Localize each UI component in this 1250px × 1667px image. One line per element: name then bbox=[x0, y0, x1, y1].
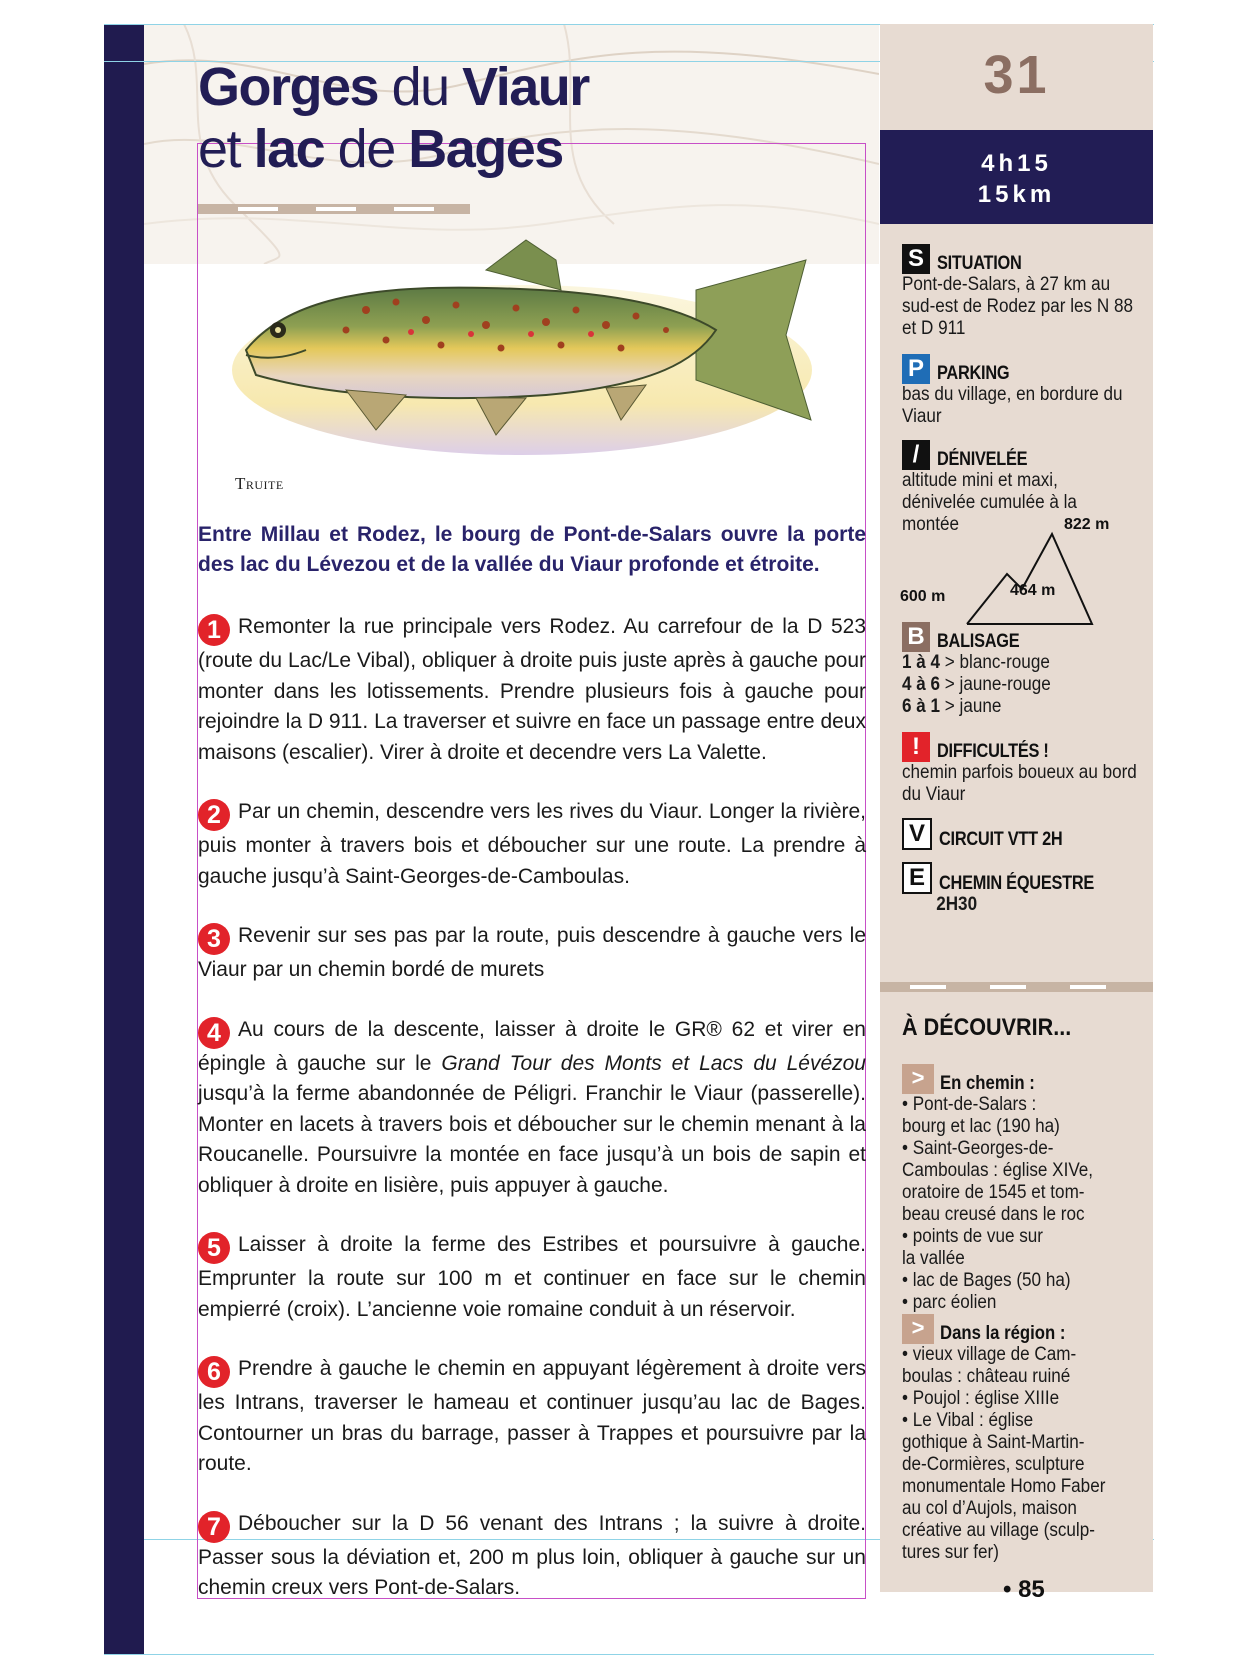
step-number-badge: 3 bbox=[198, 923, 230, 955]
step-text: Remonter la rue principale vers Rodez. Au carrefour de la D 523 (route du Lac/Le Vibal), obliquer à droite puis juste après à gauche pour monter dans les lotissements. Prendre plusieurs fois à gauche pour rejoindre la D 911. La traverser et suivre en face un passage entre deux maisons (escalier). Virer à droite et decendre vers La Valette. bbox=[198, 615, 866, 764]
list-item: tures sur fer) bbox=[902, 1542, 999, 1563]
route-step bbox=[198, 797, 866, 892]
title-word: Gorges bbox=[198, 57, 379, 117]
balisage-title: BALISAGE bbox=[937, 631, 1020, 652]
guide-line bbox=[104, 1654, 1154, 1655]
list-item: • parc éolien bbox=[902, 1292, 997, 1313]
list-item: Camboulas : église XIVe, bbox=[902, 1160, 1094, 1181]
region-label: Dans la région : bbox=[940, 1323, 1066, 1344]
vtt-block bbox=[902, 818, 1147, 850]
step-text: Prendre à gauche le chemin en appuyant légèrement à droite vers les Intrans, traverser le hameau et continuer jusqu’au lac de Bages. Contourner un bras du barrage, passer à Trappes et poursuivre par la route. bbox=[198, 1357, 866, 1475]
balisage-block bbox=[902, 622, 1147, 718]
arrow-icon: > bbox=[902, 1064, 934, 1094]
vtt-title: CIRCUIT VTT 2H bbox=[939, 829, 1063, 850]
balisage-icon: B bbox=[902, 622, 930, 652]
route-step bbox=[198, 612, 866, 768]
list-item: gothique à Saint-Martin- bbox=[902, 1432, 1085, 1453]
step-number-badge: 1 bbox=[198, 614, 230, 646]
step-number-badge: 6 bbox=[198, 1356, 230, 1388]
en-chemin-list bbox=[902, 1094, 1147, 1314]
section-divider bbox=[880, 982, 1153, 992]
illustration-caption: Truite bbox=[235, 474, 284, 493]
step-text: Laisser à droite la ferme des Estribes et poursuivre à gauche. Emprunter la route sur 100 m et continuer en face sur le chemin empierré (croix). L’ancienne voie romaine conduit à un réservoir. bbox=[198, 1233, 866, 1321]
decouvrir-title: À DÉCOUVRIR... bbox=[902, 1014, 1072, 1041]
en-chemin-label: En chemin : bbox=[940, 1073, 1035, 1094]
intro-paragraph: Entre Millau et Rodez, le bourg de Pont-de-Salars ouvre la porte des lac du Lévezou et de la vallée du Viaur profonde et étroite. bbox=[198, 523, 866, 576]
region-block bbox=[902, 1314, 1147, 1564]
title-word: Viaur bbox=[462, 57, 589, 117]
difficultes-block bbox=[902, 732, 1147, 806]
balisage-row: 4 à 6 > jaune-rouge bbox=[902, 674, 1051, 695]
route-number-panel bbox=[880, 24, 1153, 130]
duration: 4h15 bbox=[981, 150, 1052, 177]
situation-text: Pont-de-Salars, à 27 km au sud-est de Rodez par les N 88 et D 911 bbox=[902, 274, 1133, 339]
denivelee-block bbox=[902, 440, 1147, 536]
balisage-row: 6 à 1 > jaune bbox=[902, 696, 1002, 717]
step-number-badge: 2 bbox=[198, 799, 230, 831]
equestre-title: CHEMIN ÉQUESTRE bbox=[939, 873, 1095, 894]
route-step bbox=[198, 1230, 866, 1325]
elevation-max: 822 m bbox=[1064, 516, 1110, 533]
en-chemin-block bbox=[902, 1064, 1147, 1314]
distance: 15km bbox=[977, 181, 1056, 208]
list-item: bourg et lac (190 ha) bbox=[902, 1116, 1060, 1137]
route-step bbox=[198, 1015, 866, 1202]
list-item: • vieux village de Cam- bbox=[902, 1344, 1077, 1365]
step-text: jusqu’à la ferme abandonnée de Péligri. Franchir le Viaur (passerelle). Monter en lacets à travers bois et déboucher sur le chemin menant à la Roucanelle. Poursuivre la montée en face jusqu’à un bois de sapin et obliquer à droite en lisière, puis appuyer à gauche. bbox=[198, 1082, 866, 1197]
step-text: Déboucher sur la D 56 venant des Intrans ; la suivre à droite. Passer sous la déviation et, 200 m plus loin, obliquer à gauche sur un chemin creux vers Pont-de-Salars. bbox=[198, 1511, 866, 1599]
situation-icon: S bbox=[902, 244, 930, 274]
elevation-min: 600 m bbox=[900, 588, 946, 605]
duration-panel bbox=[880, 130, 1153, 224]
route-number: 31 bbox=[983, 45, 1050, 105]
list-item: • Saint-Georges-de- bbox=[902, 1138, 1054, 1159]
horse-icon: E bbox=[902, 862, 932, 894]
title-word: Bages bbox=[408, 119, 563, 179]
title-word: et bbox=[198, 119, 241, 179]
equestre-duration: 2H30 bbox=[936, 894, 978, 915]
route-steps bbox=[198, 612, 866, 1633]
list-item: • Pont-de-Salars : bbox=[902, 1094, 1037, 1115]
step-text: Revenir sur ses pas par la route, puis descendre à gauche vers le Viaur par un chemin bordé de murets bbox=[198, 924, 866, 981]
route-step bbox=[198, 921, 866, 986]
title-word: du bbox=[391, 57, 449, 117]
title-word: lac bbox=[253, 119, 325, 179]
list-item: • lac de Bages (50 ha) bbox=[902, 1270, 1071, 1291]
parking-text: bas du village, en bordure du Viaur bbox=[902, 384, 1123, 427]
list-item: • Poujol : église XIIIe bbox=[902, 1388, 1060, 1409]
bike-icon: V bbox=[902, 818, 932, 850]
list-item: boulas : château ruiné bbox=[902, 1366, 1071, 1387]
step-number-badge: 5 bbox=[198, 1232, 230, 1264]
parking-title: PARKING bbox=[937, 363, 1010, 384]
equestre-block bbox=[902, 862, 1147, 916]
left-color-band bbox=[104, 24, 144, 1654]
list-item: • points de vue sur bbox=[902, 1226, 1043, 1247]
title-word: de bbox=[337, 119, 395, 179]
elevation-cumul: 464 m bbox=[1010, 582, 1056, 599]
step-number-badge: 4 bbox=[198, 1017, 230, 1049]
elevation-profile bbox=[900, 516, 1132, 634]
step-text: Au cours de la descente, laisser à droite le GR® 62 et virer en épingle à gauche sur le bbox=[198, 1017, 866, 1075]
elevation-icon: / bbox=[902, 440, 930, 470]
page-title bbox=[198, 56, 838, 180]
difficultes-title: DIFFICULTÉS ! bbox=[937, 741, 1049, 762]
parking-block bbox=[902, 354, 1147, 428]
arrow-icon: > bbox=[902, 1314, 934, 1344]
trout-illustration bbox=[226, 230, 818, 470]
warning-icon: ! bbox=[902, 732, 930, 762]
list-item: • Le Vibal : église bbox=[902, 1410, 1034, 1431]
step-number-badge: 7 bbox=[198, 1511, 230, 1543]
denivelee-text: altitude mini et maxi, dénivelée cumulée à la montée bbox=[902, 470, 1077, 535]
list-item: monumentale Homo Faber bbox=[902, 1476, 1106, 1497]
list-item: oratoire de 1545 et tom- bbox=[902, 1182, 1085, 1203]
balisage-row: 1 à 4 > blanc-rouge bbox=[902, 652, 1050, 673]
list-item: créative au village (sculp- bbox=[902, 1520, 1095, 1541]
situation-block bbox=[902, 244, 1147, 340]
list-item: la vallée bbox=[902, 1248, 965, 1269]
region-list bbox=[902, 1344, 1147, 1564]
difficultes-text: chemin parfois boueux au bord du Viaur bbox=[902, 762, 1137, 805]
practical-info-panel bbox=[880, 224, 1153, 982]
list-item: de-Cormières, sculpture bbox=[902, 1454, 1085, 1475]
situation-title: SITUATION bbox=[937, 253, 1022, 274]
info-sidebar bbox=[880, 24, 1153, 1654]
page-number: • 85 bbox=[1003, 1576, 1045, 1603]
parking-icon: P bbox=[902, 354, 930, 384]
list-item: au col d’Aujols, maison bbox=[902, 1498, 1077, 1519]
route-step bbox=[198, 1509, 866, 1604]
step-text-italic: Grand Tour des Monts et Lacs du Lévézou bbox=[441, 1051, 866, 1075]
route-step bbox=[198, 1354, 866, 1480]
title-underline bbox=[198, 204, 470, 214]
list-item: beau creusé dans le roc bbox=[902, 1204, 1085, 1225]
denivelee-title: DÉNIVELÉE bbox=[937, 449, 1028, 470]
step-text: Par un chemin, descendre vers les rives du Viaur. Longer la rivière, puis monter à travers bois et déboucher sur une route. La prendre à gauche jusqu’à Saint-Georges-de-Camboulas. bbox=[198, 800, 866, 888]
